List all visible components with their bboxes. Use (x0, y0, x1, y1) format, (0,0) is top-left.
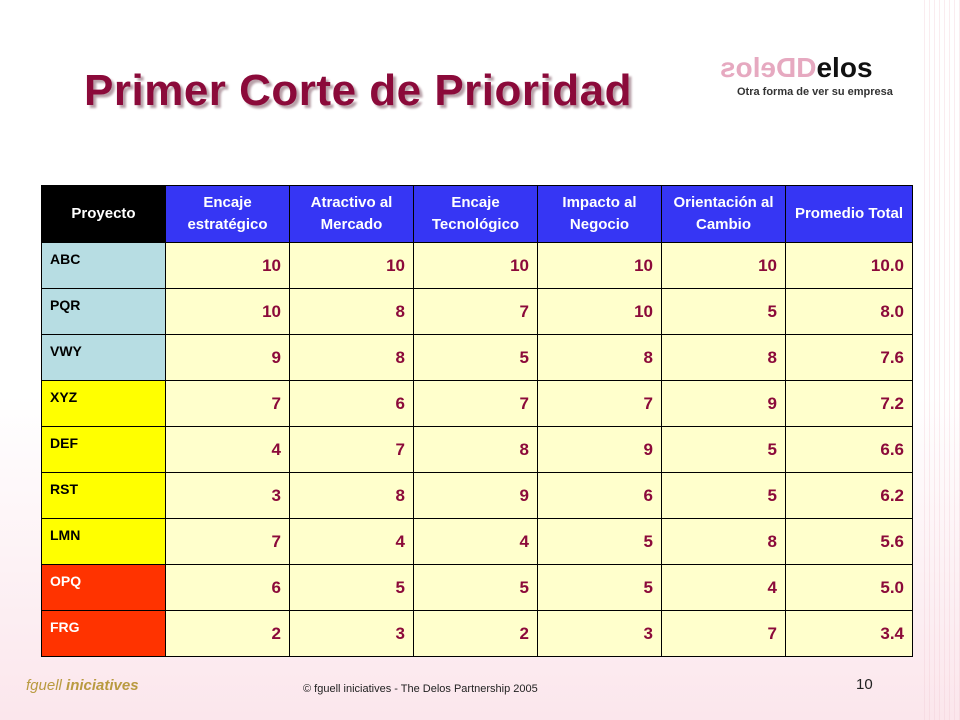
score-cell: 7 (166, 381, 290, 427)
column-header-promedio-total: Promedio Total (786, 186, 913, 243)
score-cell: 4 (166, 427, 290, 473)
table-row (42, 519, 913, 565)
score-cell: 7.2 (786, 381, 913, 427)
column-header-orientacion-cambio: Orientación al Cambio (662, 186, 786, 243)
table-row (42, 289, 913, 335)
table-header-row (42, 186, 913, 243)
project-name-cell: XYZ (42, 381, 166, 427)
score-cell: 8 (414, 427, 538, 473)
score-cell: 10 (538, 289, 662, 335)
score-cell: 10 (290, 243, 414, 289)
score-cell: 9 (538, 427, 662, 473)
project-name-cell: VWY (42, 335, 166, 381)
column-header-proyecto: Proyecto (42, 186, 166, 243)
score-cell: 10 (166, 243, 290, 289)
column-header-impacto-negocio: Impacto al Negocio (538, 186, 662, 243)
score-cell: 2 (414, 611, 538, 657)
score-cell: 9 (414, 473, 538, 519)
delos-logo (720, 52, 893, 102)
score-cell: 9 (166, 335, 290, 381)
table-row (42, 565, 913, 611)
score-cell: 10 (166, 289, 290, 335)
score-cell: 3 (290, 611, 414, 657)
score-cell: 8 (538, 335, 662, 381)
score-cell: 7 (414, 289, 538, 335)
score-cell: 6.2 (786, 473, 913, 519)
logo-d-letter: D (796, 52, 817, 83)
footer-brand-bold: iniciatives (66, 677, 139, 694)
project-name-cell: DEF (42, 427, 166, 473)
table-row (42, 243, 913, 289)
score-cell: 2 (166, 611, 290, 657)
score-cell: 8 (662, 519, 786, 565)
table-row (42, 335, 913, 381)
score-cell: 10 (538, 243, 662, 289)
score-cell: 7 (414, 381, 538, 427)
score-cell: 3.4 (786, 611, 913, 657)
project-name-cell: RST (42, 473, 166, 519)
project-name-cell: FRG (42, 611, 166, 657)
decorative-stripe (920, 0, 960, 720)
score-cell: 4 (290, 519, 414, 565)
table-row (42, 427, 913, 473)
logo-mirror-text: Delos (720, 52, 797, 83)
score-cell: 5 (414, 335, 538, 381)
logo-wordmark (720, 52, 873, 84)
score-cell: 5 (662, 289, 786, 335)
score-cell: 5 (414, 565, 538, 611)
score-cell: 4 (414, 519, 538, 565)
score-cell: 3 (538, 611, 662, 657)
score-cell: 10 (662, 243, 786, 289)
score-cell: 8.0 (786, 289, 913, 335)
score-cell: 6 (538, 473, 662, 519)
score-cell: 7.6 (786, 335, 913, 381)
score-cell: 8 (290, 335, 414, 381)
footer-copyright: © fguell iniciatives - The Delos Partnership 2005 (303, 683, 538, 695)
score-cell: 5 (538, 519, 662, 565)
column-header-encaje-tecnologico: Encaje Tecnológico (414, 186, 538, 243)
page-number: 10 (856, 676, 873, 693)
score-cell: 7 (290, 427, 414, 473)
score-cell: 8 (290, 289, 414, 335)
score-cell: 5 (662, 427, 786, 473)
score-cell: 6.6 (786, 427, 913, 473)
score-cell: 8 (662, 335, 786, 381)
score-cell: 8 (290, 473, 414, 519)
priority-table (41, 185, 913, 657)
score-cell: 10.0 (786, 243, 913, 289)
column-header-encaje-estrategico: Encaje estratégico (166, 186, 290, 243)
footer-brand (26, 677, 139, 694)
score-cell: 9 (662, 381, 786, 427)
logo-brand-text: elos (816, 52, 873, 83)
score-cell: 5 (538, 565, 662, 611)
score-cell: 4 (662, 565, 786, 611)
score-cell: 5.6 (786, 519, 913, 565)
footer-brand-regular: fguell (26, 677, 67, 694)
score-cell: 7 (166, 519, 290, 565)
score-cell: 5 (290, 565, 414, 611)
column-header-atractivo-mercado: Atractivo al Mercado (290, 186, 414, 243)
project-name-cell: ABC (42, 243, 166, 289)
slide-title: Primer Corte de Prioridad (84, 66, 632, 115)
project-name-cell: OPQ (42, 565, 166, 611)
score-cell: 6 (290, 381, 414, 427)
project-name-cell: PQR (42, 289, 166, 335)
score-cell: 7 (538, 381, 662, 427)
score-cell: 10 (414, 243, 538, 289)
table-row (42, 381, 913, 427)
table-row (42, 473, 913, 519)
score-cell: 3 (166, 473, 290, 519)
logo-tagline: Otra forma de ver su empresa (737, 86, 893, 98)
score-cell: 6 (166, 565, 290, 611)
project-name-cell: LMN (42, 519, 166, 565)
table-row (42, 611, 913, 657)
score-cell: 5 (662, 473, 786, 519)
score-cell: 5.0 (786, 565, 913, 611)
score-cell: 7 (662, 611, 786, 657)
